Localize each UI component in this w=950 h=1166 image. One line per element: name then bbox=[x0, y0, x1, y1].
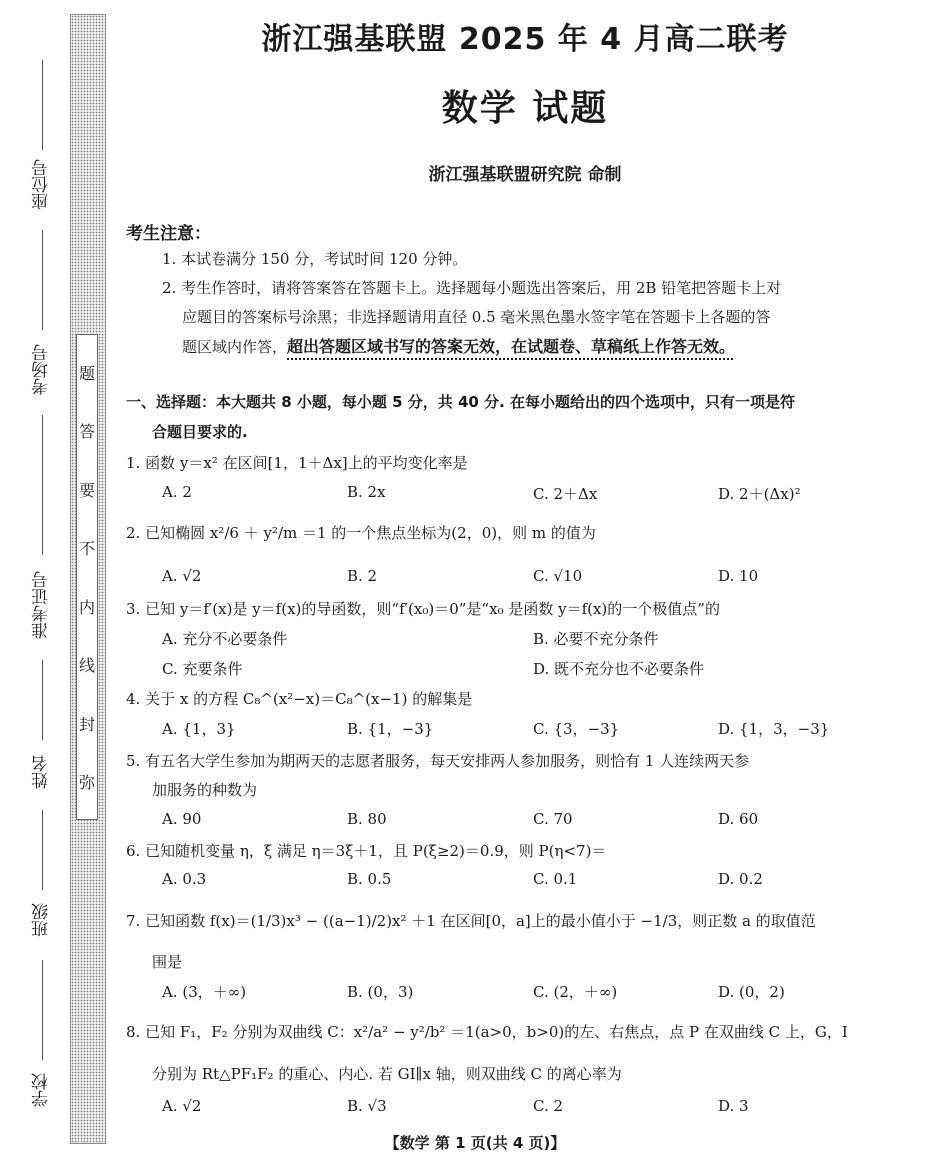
notice-item-2-line-2: 应题目的答案标号涂黑；非选择题请用直径 0.5 毫米黑色墨水签字笔在答题卡上各题的答 bbox=[182, 308, 771, 326]
question-7-option-c: C. (2，＋∞) bbox=[533, 983, 618, 1001]
question-1-option-d: D. 2＋(Δx)² bbox=[718, 485, 801, 503]
question-7-stem: 7. 已知函数 f(x)＝(1/3)x³ − ((a−1)/2)x² ＋1 在区间[0，a]上的最小值小于 −1/3，则正数 a 的取值范 bbox=[126, 912, 816, 930]
notice-item-2-line-3 bbox=[182, 334, 735, 357]
question-6-option-d: D. 0.2 bbox=[718, 870, 763, 888]
question-5-stem: 5. 有五名大学生参加为期两天的志愿者服务，每天安排两人参加服务，则恰有 1 人连续两天参 bbox=[126, 752, 750, 770]
question-8-stem-cont: 分别为 Rt△PF₁F₂ 的重心、内心. 若 GI∥x 轴，则双曲线 C 的离心率为 bbox=[152, 1065, 622, 1083]
notice-text: 题区域内作答， bbox=[182, 338, 288, 356]
seal-warning-box bbox=[76, 334, 98, 820]
seat-number-label: 座位号 bbox=[32, 159, 52, 211]
warning-char: 答 bbox=[78, 422, 95, 442]
question-6-stem: 6. 已知随机变量 η，ξ 满足 η＝3ξ＋1，且 P(ξ≥2)＝0.9，则 P(η<7)＝ bbox=[126, 842, 607, 860]
fill-line bbox=[42, 810, 43, 890]
warning-char: 弥 bbox=[78, 773, 95, 793]
binding-margin bbox=[22, 0, 62, 1166]
notice-emphasis: 超出答题区域书写的答案无效，在试题卷、草稿纸上作答无效。 bbox=[287, 337, 736, 356]
question-3-option-b: B. 必要不充分条件 bbox=[533, 630, 659, 648]
question-2-option-a: A. √2 bbox=[162, 567, 202, 585]
question-4-option-c: C. {3，−3} bbox=[533, 720, 620, 738]
question-4-option-d: D. {1，3，−3} bbox=[718, 720, 830, 738]
question-8-option-b: B. √3 bbox=[347, 1097, 387, 1115]
fill-line bbox=[42, 660, 43, 740]
question-5-option-d: D. 60 bbox=[718, 810, 759, 828]
room-number-label: 考场号 bbox=[32, 344, 52, 396]
section-heading: 一、选择题：本大题共 8 小题，每小题 5 分，共 40 分. 在每小题给出的四个选项中，只有一项是符 bbox=[126, 393, 796, 411]
question-2-option-c: C. √10 bbox=[533, 567, 583, 585]
question-4-option-a: A. {1，3} bbox=[162, 720, 236, 738]
question-5-option-b: B. 80 bbox=[347, 810, 387, 828]
question-2-option-b: B. 2 bbox=[347, 567, 378, 585]
warning-char: 封 bbox=[78, 714, 95, 734]
notice-item-2-line-1: 2. 考生作答时，请将答案答在答题卡上。选择题每小题选出答案后，用 2B 铅笔把答题卡上对 bbox=[162, 279, 782, 297]
question-1-stem: 1. 函数 y＝x² 在区间[1，1＋Δx]上的平均变化率是 bbox=[126, 454, 468, 472]
warning-char: 题 bbox=[78, 363, 95, 383]
question-7-option-d: D. (0，2) bbox=[718, 983, 785, 1001]
question-7-option-a: A. (3，＋∞) bbox=[162, 983, 247, 1001]
warning-char: 内 bbox=[78, 597, 95, 617]
fill-line bbox=[42, 960, 43, 1060]
question-5-option-c: C. 70 bbox=[533, 810, 573, 828]
issuer: 浙江强基联盟研究院 命制 bbox=[428, 165, 622, 185]
question-7-stem-cont: 围是 bbox=[152, 953, 183, 971]
notice-heading: 考生注意： bbox=[126, 224, 211, 244]
warning-char: 不 bbox=[78, 539, 95, 559]
question-1-option-a: A. 2 bbox=[162, 483, 192, 501]
question-6-option-a: A. 0.3 bbox=[162, 870, 207, 888]
question-8-option-c: C. 2 bbox=[533, 1097, 564, 1115]
question-1-option-c: C. 2＋Δx bbox=[533, 485, 598, 503]
exam-title: 浙江强基联盟 2025 年 4 月高二联考 bbox=[261, 22, 789, 57]
question-8-stem: 8. 已知 F₁，F₂ 分别为双曲线 C：x²/a² − y²/b² ＝1(a>0，b>0)的左、右焦点，点 P 在双曲线 C 上，G，I bbox=[126, 1023, 848, 1041]
question-3-option-a: A. 充分不必要条件 bbox=[162, 630, 288, 648]
name-label: 姓名 bbox=[32, 755, 52, 789]
question-8-option-d: D. 3 bbox=[718, 1097, 749, 1115]
question-2-stem: 2. 已知椭圆 x²/6 ＋ y²/m ＝1 的一个焦点坐标为(2，0)，则 m 的值为 bbox=[126, 524, 596, 542]
question-1-option-b: B. 2x bbox=[347, 483, 386, 501]
question-5-stem-cont: 加服务的种数为 bbox=[152, 781, 258, 799]
warning-char: 要 bbox=[78, 480, 95, 500]
class-label: 班级 bbox=[32, 903, 52, 937]
section-heading-cont: 合题目要求的. bbox=[152, 423, 248, 441]
school-label: 学校 bbox=[32, 1073, 52, 1107]
warning-char: 线 bbox=[78, 656, 95, 676]
question-4-stem: 4. 关于 x 的方程 C₈^(x²−x)＝C₈^(x−1) 的解集是 bbox=[126, 690, 473, 708]
question-8-option-a: A. √2 bbox=[162, 1097, 202, 1115]
fill-line bbox=[42, 415, 43, 555]
fill-line bbox=[42, 230, 43, 330]
question-6-option-c: C. 0.1 bbox=[533, 870, 578, 888]
page-footer: 【数学 第 1 页(共 4 页)】 bbox=[384, 1134, 566, 1152]
question-3-option-c: C. 充要条件 bbox=[162, 660, 243, 678]
fill-line bbox=[42, 60, 43, 150]
question-3-option-d: D. 既不充分也不必要条件 bbox=[533, 660, 705, 678]
question-6-option-b: B. 0.5 bbox=[347, 870, 392, 888]
question-7-option-b: B. (0，3) bbox=[347, 983, 414, 1001]
question-4-option-b: B. {1，−3} bbox=[347, 720, 434, 738]
subject-title: 数学 试题 bbox=[441, 88, 609, 129]
notice-item-1: 1. 本试卷满分 150 分，考试时间 120 分钟。 bbox=[162, 250, 468, 268]
admission-number-label: 准考证号 bbox=[32, 571, 52, 639]
question-2-option-d: D. 10 bbox=[718, 567, 759, 585]
question-3-stem: 3. 已知 y＝f′(x)是 y＝f(x)的导函数，则“f′(x₀)＝0”是“x₀ 是函数 y＝f(x)的一个极值点”的 bbox=[126, 600, 720, 618]
question-5-option-a: A. 90 bbox=[162, 810, 202, 828]
